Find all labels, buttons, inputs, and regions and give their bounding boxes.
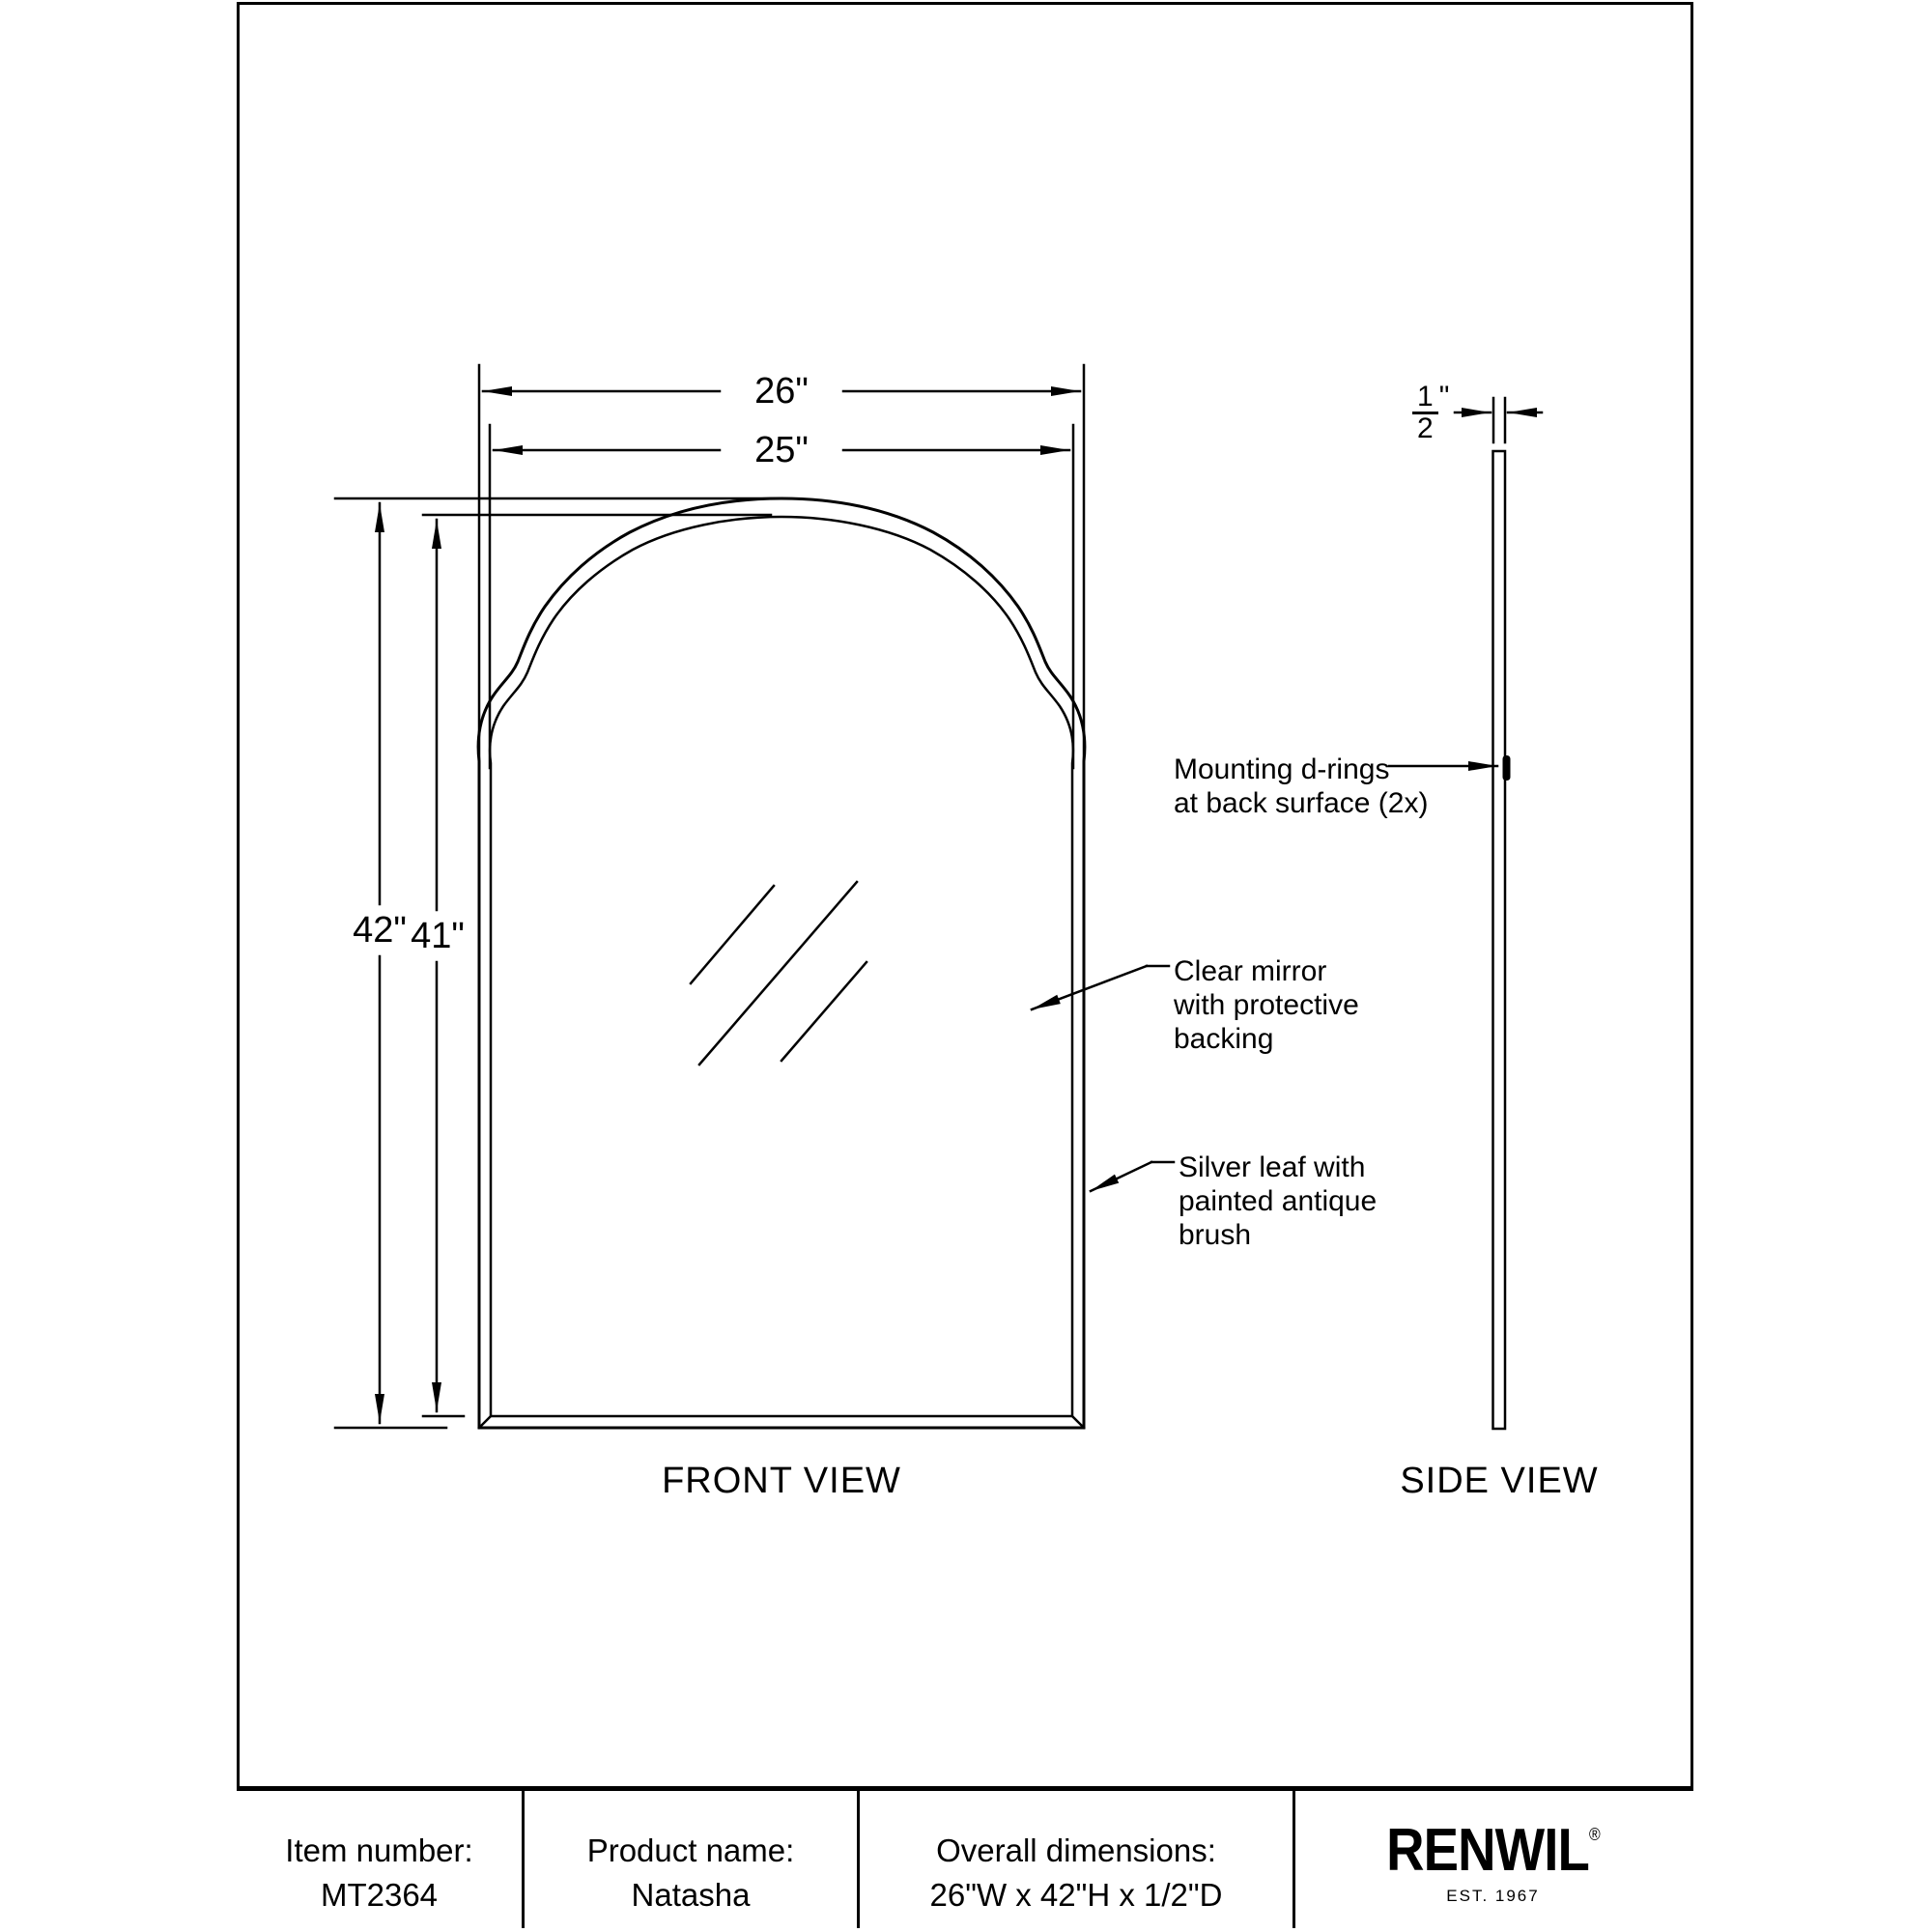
mirror-outer-frame — [478, 498, 1085, 1428]
title-block-cell-product-name — [522, 1791, 857, 1928]
leader-silver-leaf — [1091, 1162, 1151, 1191]
dimension-mirror-height — [423, 515, 771, 1416]
product-name-value: Natasha — [631, 1877, 751, 1913]
annotation-clear-mirror — [1174, 954, 1359, 1056]
side-view-caption: SIDE VIEW — [1400, 1461, 1599, 1501]
annotation-line: Clear mirror — [1174, 955, 1327, 987]
mirror-side-view — [1455, 398, 1542, 1429]
bevel-corner-right — [1072, 1416, 1084, 1428]
d-ring-mark — [1503, 755, 1511, 781]
mirror-front-view — [478, 498, 1085, 1428]
mirror-height-label: 41" — [407, 918, 469, 954]
annotation-line: painted antique — [1179, 1185, 1378, 1217]
item-number-value: MT2364 — [320, 1877, 439, 1913]
leader-clear-mirror — [1032, 966, 1147, 1009]
title-block-cell-brand — [1293, 1791, 1690, 1928]
dimension-overall-height — [335, 498, 779, 1428]
registered-trademark-icon: ® — [1588, 1825, 1601, 1844]
overall-dimensions-value: 26"W x 42"H x 1/2"D — [929, 1877, 1223, 1913]
depth-denominator: 2 — [1417, 412, 1434, 444]
title-block-cell-item-number — [237, 1791, 522, 1928]
dimension-overall-width — [479, 365, 1084, 768]
depth-fraction — [1412, 381, 1438, 444]
overall-width-label: 26" — [747, 373, 816, 410]
product-name-label: Product name: — [586, 1833, 795, 1868]
overall-height-label: 42" — [349, 912, 411, 949]
annotation-line: with protective — [1174, 989, 1359, 1021]
mirror-shine-lines — [691, 882, 867, 1065]
annotation-line: brush — [1179, 1219, 1252, 1251]
annotation-mounting-rings — [1174, 753, 1428, 820]
title-block — [237, 1786, 1693, 1928]
item-number-label: Item number: — [285, 1833, 473, 1868]
bevel-corner-left — [479, 1416, 491, 1428]
annotation-line: at back surface (2x) — [1174, 787, 1429, 819]
depth-numerator: 1 — [1412, 384, 1438, 414]
dimension-mirror-width — [490, 425, 1073, 768]
annotation-line: Silver leaf with — [1179, 1151, 1366, 1183]
annotation-silver-leaf — [1179, 1151, 1377, 1252]
brand-logo — [1385, 1817, 1601, 1884]
brand-name: RENWIL — [1385, 1817, 1589, 1884]
mirror-inner-bevel — [490, 517, 1073, 1416]
front-view-caption: FRONT VIEW — [662, 1461, 901, 1501]
title-block-cell-overall-dimensions — [857, 1791, 1293, 1928]
annotation-line: Mounting d-rings — [1174, 753, 1390, 785]
depth-inch-mark: " — [1438, 381, 1450, 412]
brand-tagline: EST. 1967 — [1446, 1887, 1540, 1905]
annotation-line: backing — [1174, 1023, 1274, 1055]
overall-dimensions-label: Overall dimensions: — [936, 1833, 1216, 1868]
mirror-width-label: 25" — [747, 432, 816, 469]
side-view-body — [1493, 451, 1506, 1429]
depth-dimension-label — [1412, 381, 1450, 444]
